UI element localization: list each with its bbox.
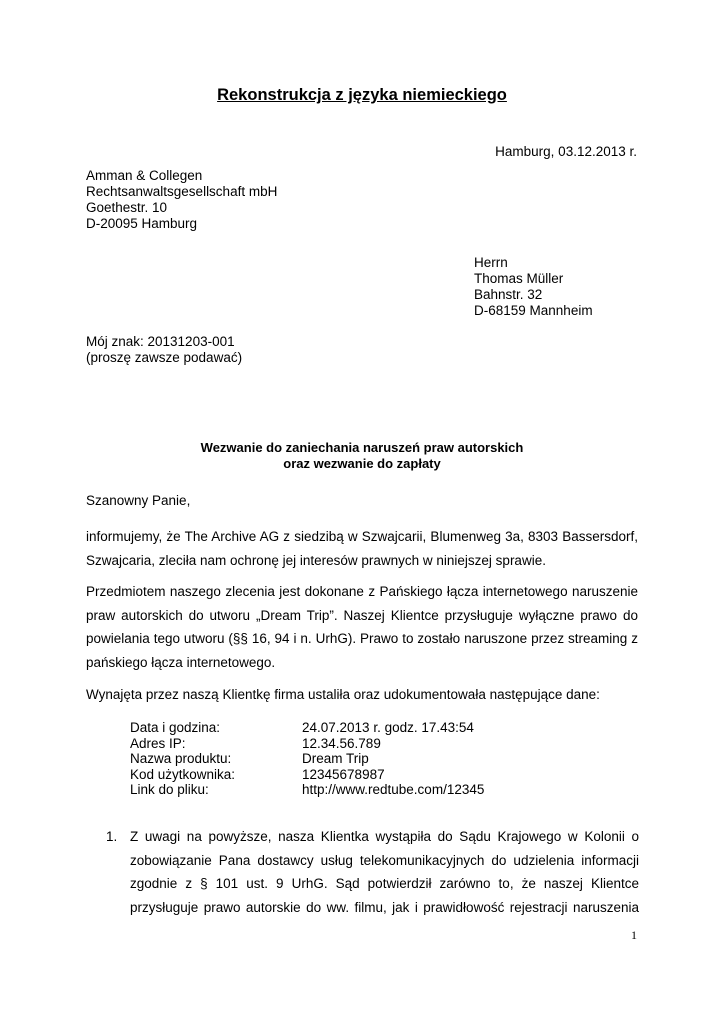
recipient-line: Thomas Müller — [474, 271, 564, 286]
paragraph: Wynajęta przez naszą Klientkę firma ustaliła oraz udokumentowała następujące dane: — [86, 687, 600, 702]
details-table — [130, 720, 484, 798]
recipient-line: D-68159 Mannheim — [474, 303, 593, 318]
greeting: Szanowny Panie, — [86, 493, 191, 508]
reference-line: (proszę zawsze podawać) — [86, 350, 243, 365]
details-label: Kod użytkownika: — [130, 766, 236, 782]
details-value: Dream Trip — [302, 751, 369, 766]
details-label: Adres IP: — [130, 735, 186, 751]
document-title: Rekonstrukcja z języka niemieckiego — [217, 86, 507, 104]
reference-number — [86, 334, 242, 366]
sender-line: Amman & Collegen — [86, 168, 203, 183]
sender-address — [86, 168, 277, 232]
details-row — [130, 751, 484, 767]
details-label: Nazwa produktu: — [130, 751, 232, 766]
letter-subject — [0, 440, 724, 472]
details-row — [130, 720, 484, 736]
details-value: 12.34.56.789 — [302, 735, 381, 751]
recipient-line: Herrn — [474, 255, 508, 270]
recipient-address — [474, 255, 593, 319]
subject-line: Wezwanie do zaniechania naruszeń praw autorskich — [200, 440, 524, 455]
details-value: 24.07.2013 r. godz. 17.43:54 — [302, 720, 474, 735]
details-row — [130, 736, 484, 752]
letter-date: Hamburg, 03.12.2013 r. — [495, 144, 637, 159]
reference-line: Mój znak: 20131203-001 — [86, 334, 235, 349]
page-number: 1 — [631, 928, 637, 942]
file-link: http://www.redtube.com/12345 — [302, 782, 485, 797]
details-row — [130, 782, 484, 798]
details-row — [130, 767, 484, 783]
list-number: 1. — [106, 829, 118, 844]
details-value: 12345678987 — [302, 766, 385, 782]
details-label: Data i godzina: — [130, 720, 221, 735]
recipient-line: Bahnstr. 32 — [474, 287, 543, 302]
sender-line: Rechtsanwaltsgesellschaft mbH — [86, 184, 278, 199]
list-item-text: Z uwagi na powyższe, nasza Klientka wystąpiła do Sądu Krajowego w Kolonii o zobowiązanie Pana dostawcy usług telekomunikacyjnych do udzielenia informacji zgodnie z § 101 ust. 9 UrhG. Sąd potwierdził zarówno to, że naszej Klientce przysługuje prawo autorskie do ww. filmu, jak i prawidłowość rejestracji naruszenia — [130, 829, 639, 915]
sender-line: Goethestr. 10 — [86, 200, 168, 215]
paragraph: informujemy, że The Archive AG z siedzibą w Szwajcarii, Blumenweg 3a, 8303 Bassersdorf, Szwajcaria, zleciła nam ochronę jej interesów prawnych w niniejszej sprawie. — [86, 529, 638, 568]
sender-line: D-20095 Hamburg — [86, 216, 198, 231]
subject-line: oraz wezwanie do zapłaty — [283, 456, 441, 471]
details-label: Link do pliku: — [130, 782, 209, 797]
paragraph: Przedmiotem naszego zlecenia jest dokonane z Pańskiego łącza internetowego naruszenie praw autorskich do utworu „Dream Trip”. Naszej Klientce przysługuje wyłączne prawo do powielania tego utworu (§§ 16, 94 i n. UrhG). Prawo to zostało naruszone przez streaming z pańskiego łącza internetowego. — [86, 584, 638, 670]
